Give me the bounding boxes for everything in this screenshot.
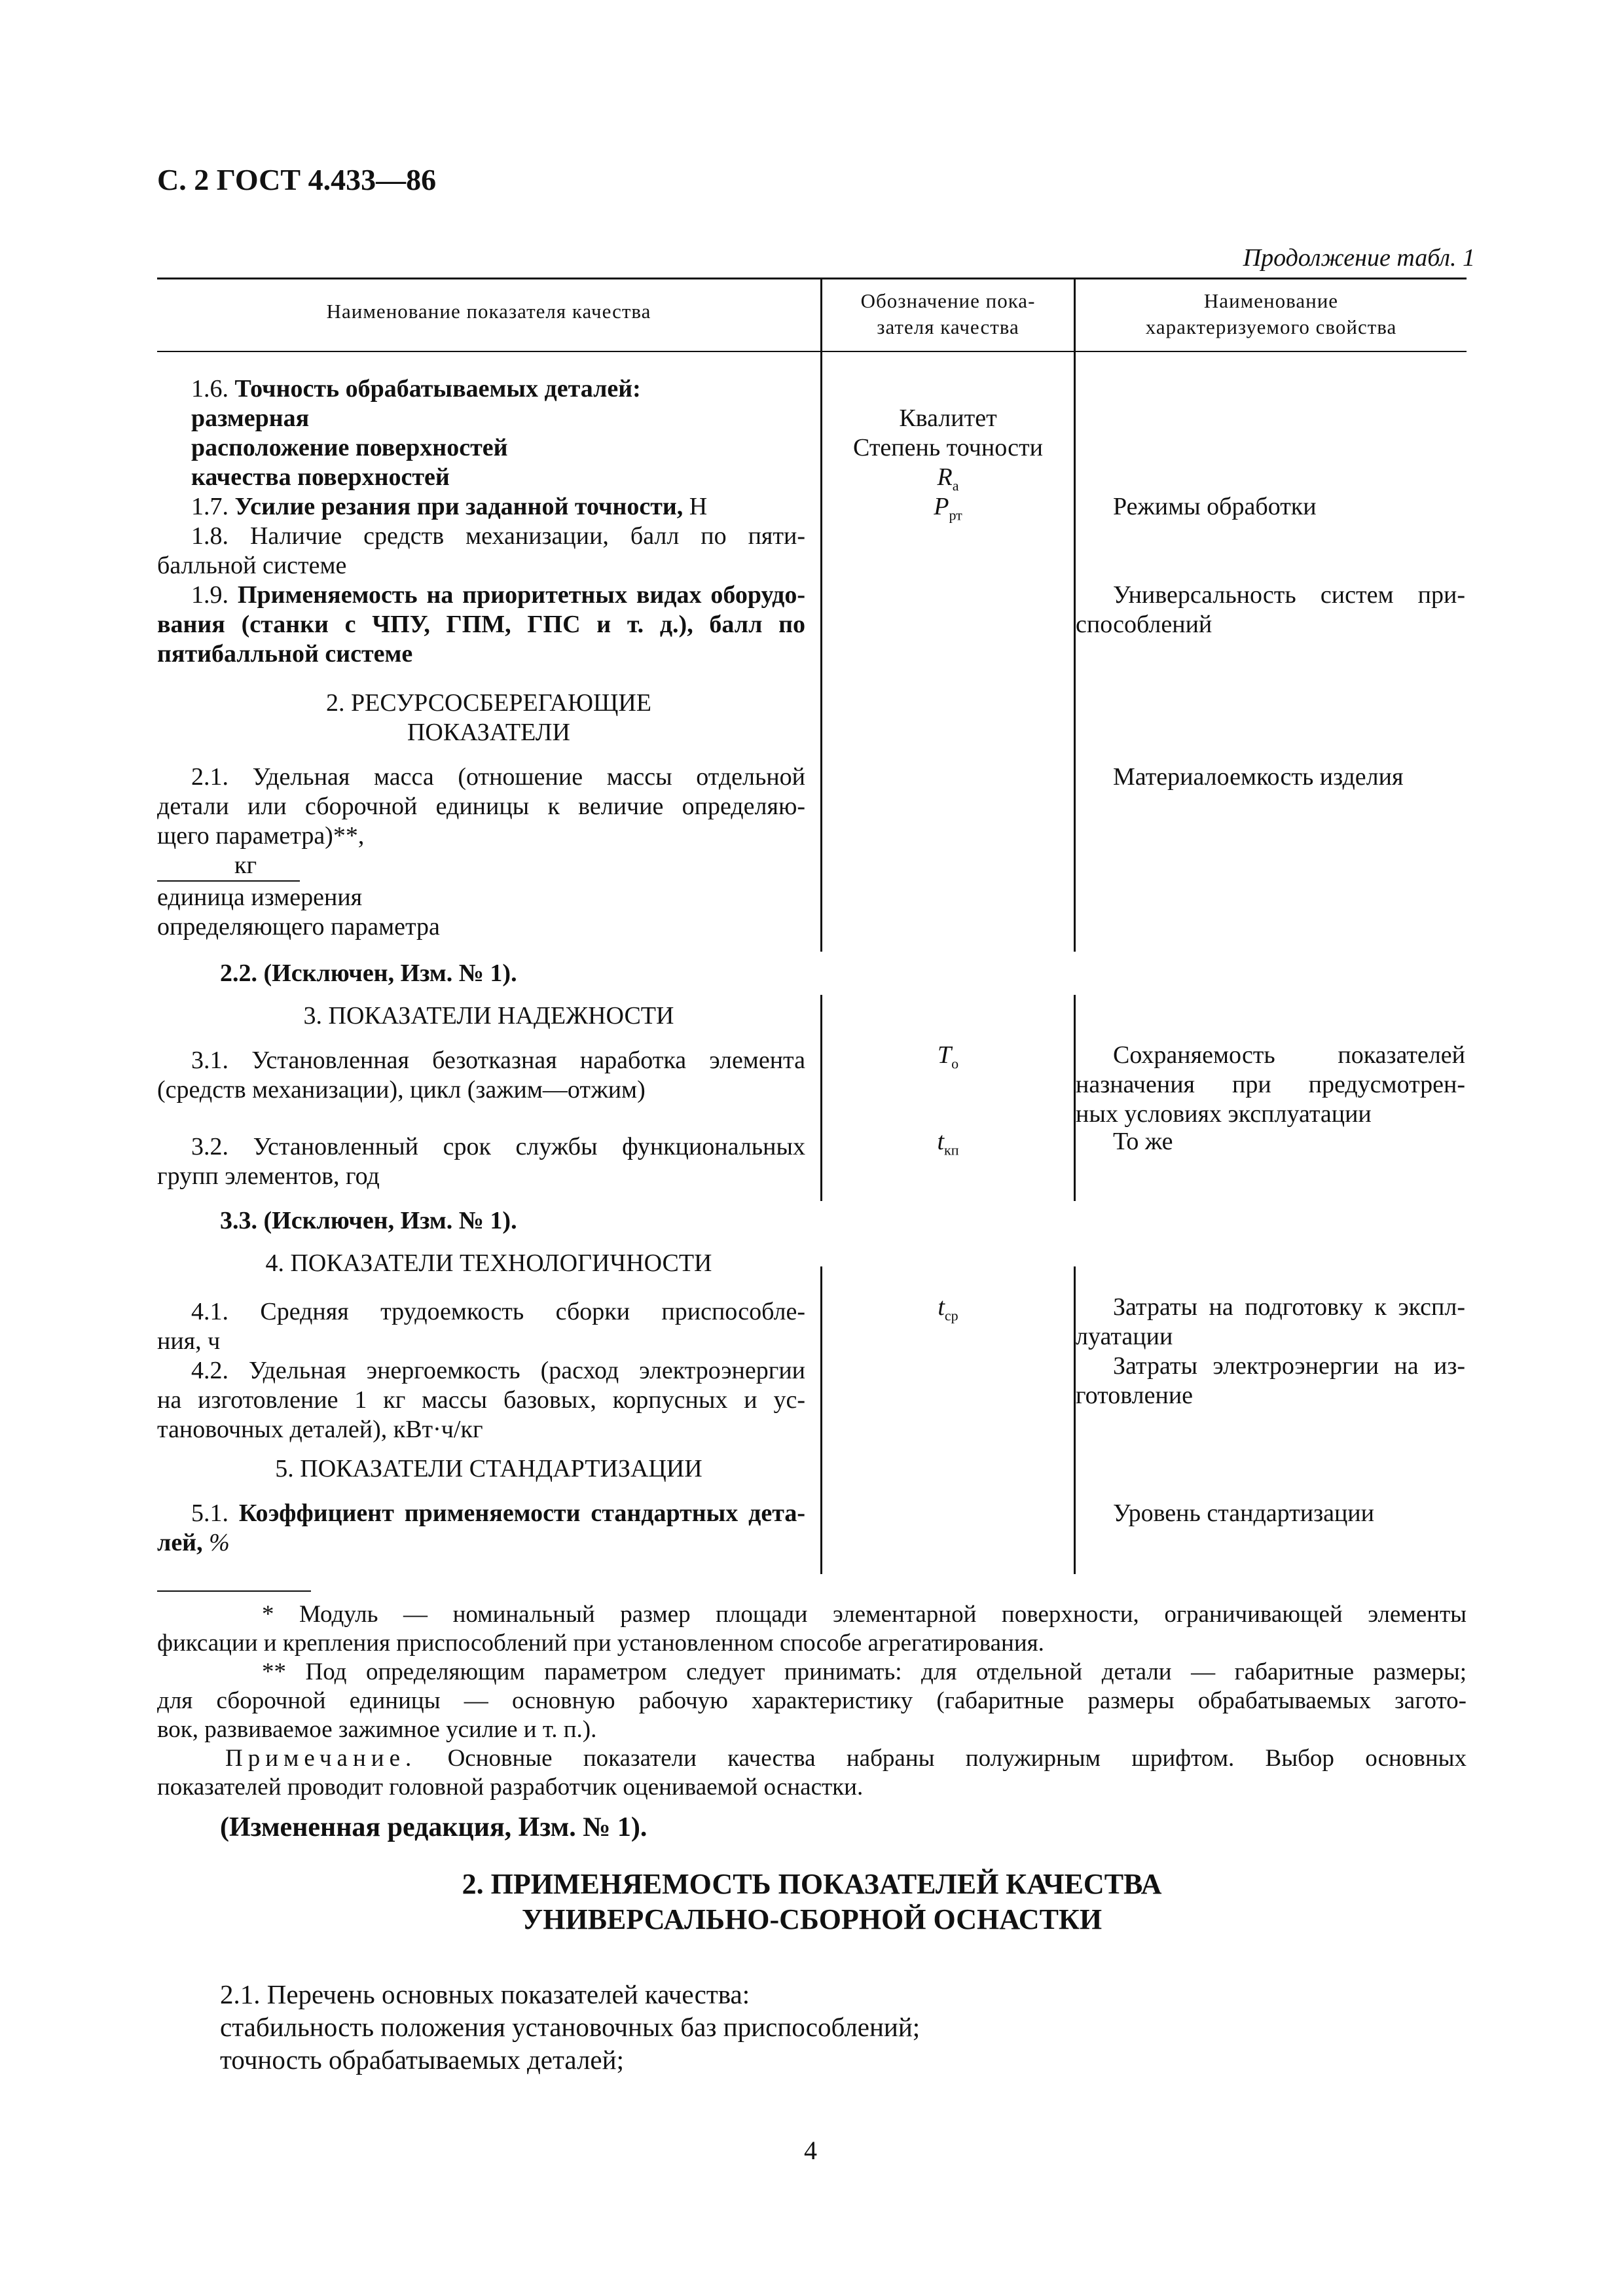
- section-2-para2: стабильность положения установочных баз приспособлений;: [220, 2012, 921, 2042]
- row-3-2-line1: 3.2. Установленный срок службы функциональных: [191, 1133, 805, 1160]
- row-3-1-line1: 3.1. Установленная безотказная наработка элемента: [191, 1047, 805, 1074]
- row-4-1-prop-line1: Затраты на подготовку к экспл-: [1113, 1293, 1465, 1321]
- row-4-2-line3: тановочных деталей), кВт·ч/кг: [157, 1416, 483, 1443]
- note-label: Примечание.: [225, 1745, 417, 1772]
- row-4-1-property: [1076, 1293, 1465, 1352]
- section-4-heading: 4. ПОКАЗАТЕЛИ ТЕХНОЛОГИЧНОСТИ: [265, 1249, 712, 1277]
- row-3-2: [157, 1132, 805, 1191]
- row-1-6-title: Точность обрабатываемых деталей:: [234, 375, 641, 403]
- row-1-7: [191, 492, 707, 522]
- row-1-6-sub2: расположение поверхностей: [191, 434, 508, 461]
- section-2-body: [220, 1978, 920, 2076]
- note-line2: показателей проводит головной разработчик оцениваемой оснастки.: [157, 1774, 864, 1801]
- table-col-divider-1: [820, 278, 822, 952]
- row-5-1: [157, 1499, 805, 1558]
- row-4-1-line1: 4.1. Средняя трудоемкость сборки приспособле-: [191, 1298, 805, 1325]
- section-2-para1: 2.1. Перечень основных показателей качества:: [220, 1979, 750, 2009]
- row-3-1: [157, 1046, 805, 1105]
- row-2-1: [157, 762, 805, 942]
- page-header: С. 2 ГОСТ 4.433—86: [157, 163, 437, 196]
- symbol-tsr: $t_{ср}$: [938, 1293, 958, 1324]
- row-4-2-property: [1076, 1352, 1465, 1410]
- page-number: 4: [804, 2136, 817, 2165]
- row-3-2-line2: групп элементов, год: [157, 1162, 380, 1190]
- row-1-9: [157, 581, 805, 669]
- row-4-2-prop-line1: Затраты электроэнергии на из-: [1113, 1352, 1465, 1380]
- row-1-7-property: Режимы обработки: [1113, 493, 1317, 520]
- row-2-1-denominator1: единица измерения: [157, 884, 363, 911]
- footnote-2-line2: для сборочной единицы — основную рабочую характеристику (габаритные размеры обрабатываемых загото-: [157, 1687, 1467, 1714]
- symbol-to: $T_о$: [937, 1041, 959, 1072]
- symbol-prt: $P_{рт}$: [934, 493, 962, 524]
- section-2-para3: точность обрабатываемых деталей;: [220, 2045, 624, 2075]
- row-3-1-prop-line3: ных условиях эксплуатации: [1076, 1100, 1372, 1128]
- section-2-line2: ПОКАЗАТЕЛИ: [407, 719, 570, 746]
- row-3-1-property: [1076, 1041, 1465, 1129]
- note-line1: Основные показатели качества набраны полужирным шрифтом. Выбор основных: [447, 1745, 1467, 1772]
- row-1-6-symbols: [822, 404, 1074, 501]
- row-4-2-prop-line2: готовление: [1076, 1382, 1194, 1409]
- header-symbol-line1: Обозначение пока-: [860, 289, 1036, 312]
- row-5-1-line1: Коэффициент применяемости стандартных дета-: [238, 1499, 806, 1527]
- row-5-1-line2: лей,: [157, 1529, 203, 1556]
- symbol-ra: $R_a$: [937, 463, 959, 494]
- row-2-2: 2.2. (Исключен, Изм. № 1).: [220, 960, 517, 987]
- row-4-1: [157, 1297, 805, 1356]
- row-5-1-num: 5.1.: [191, 1499, 228, 1527]
- row-3-1-prop-line2: назначения при предусмотрен-: [1076, 1071, 1465, 1098]
- table-col-divider-1b: [820, 995, 822, 1201]
- row-1-6-num: 1.6.: [191, 375, 228, 403]
- row-1-9-line1: Применяемость на приоритетных видах оборудо-: [237, 581, 806, 609]
- row-2-1-line3: щего параметра)**,: [157, 822, 365, 850]
- row-1-8-line1: 1.8. Наличие средств механизации, балл по пяти-: [191, 522, 805, 550]
- row-1-8-line2: балльной системе: [157, 552, 347, 579]
- footnote-1-line2: фиксации и крепления приспособлений при установленном способе агрегатирования.: [157, 1630, 1044, 1657]
- row-1-9-prop-line2: способлений: [1076, 611, 1213, 638]
- row-1-9-line2: вания (станки с ЧПУ, ГПМ, ГПС и т. д.), балл по: [157, 611, 805, 638]
- table-header-rule: [157, 351, 1467, 352]
- row-4-2-line1: 4.2. Удельная энергоемкость (расход электроэнергии: [191, 1357, 805, 1384]
- row-4-1-line2: ния, ч: [157, 1327, 221, 1355]
- section-3-heading: 3. ПОКАЗАТЕЛИ НАДЕЖНОСТИ: [303, 1002, 674, 1030]
- row-1-9-prop-line1: Универсальность систем при-: [1113, 581, 1465, 609]
- revision-note: (Измененная редакция, Изм. № 1).: [220, 1812, 647, 1842]
- row-3-3: 3.3. (Исключен, Изм. № 1).: [220, 1207, 517, 1234]
- row-2-1-line1: 2.1. Удельная масса (отношение массы отдельной: [191, 763, 805, 791]
- footnote-1-line1: * Модуль — номинальный размер площади элементарной поверхности, ограничивающей элементы: [262, 1601, 1467, 1628]
- section-5-heading: 5. ПОКАЗАТЕЛИ СТАНДАРТИЗАЦИИ: [275, 1455, 702, 1482]
- row-4-2-line2: на изготовление 1 кг массы базовых, корпусных и ус-: [157, 1386, 805, 1414]
- row-1-7-unit: Н: [689, 493, 708, 520]
- symbol-accuracy-degree: Степень точности: [852, 434, 1043, 461]
- row-1-7-num: 1.7.: [191, 493, 228, 520]
- symbol-tkp: $t_{кп}$: [937, 1128, 959, 1158]
- section-2-title-line1: 2. ПРИМЕНЯЕМОСТЬ ПОКАЗАТЕЛЕЙ КАЧЕСТВА: [462, 1868, 1162, 1900]
- row-1-6-sub1: размерная: [191, 404, 310, 432]
- section-2-title: [157, 1867, 1467, 1937]
- row-2-1-denominator2: определяющего параметра: [157, 913, 440, 941]
- symbol-kvalitet: Квалитет: [899, 404, 997, 432]
- row-3-1-line2: (средств механизации), цикл (зажим—отжим): [157, 1076, 646, 1103]
- row-1-9-property: [1076, 581, 1465, 639]
- row-2-1-numerator: кг: [234, 852, 257, 879]
- footnotes: [157, 1600, 1467, 1802]
- row-1-6-sub3: качества поверхностей: [191, 463, 450, 491]
- section-2-line1: 2. РЕСУРСОСБЕРЕГАЮЩИЕ: [326, 689, 651, 717]
- table-top-rule: [157, 278, 1467, 279]
- row-1-8: [157, 522, 805, 581]
- row-1-7-title: Усилие резания при заданной точности,: [234, 493, 684, 520]
- row-4-1-prop-line2: луатации: [1076, 1323, 1173, 1350]
- row-1-9-num: 1.9.: [191, 581, 228, 609]
- row-5-1-property: Уровень стандартизации: [1113, 1499, 1374, 1527]
- row-2-1-property: Материалоемкость изделия: [1113, 763, 1404, 791]
- footnote-rule: [157, 1590, 311, 1592]
- header-indicator-name: Наименование показателя качества: [326, 300, 651, 323]
- row-4-2: [157, 1356, 805, 1444]
- fraction-bar: [157, 880, 300, 882]
- row-1-6: [157, 374, 641, 492]
- row-3-1-prop-line1: Сохраняемость показателей: [1113, 1041, 1465, 1069]
- table-continuation-label: Продолжение табл. 1: [1243, 244, 1475, 272]
- header-property-line1: Наименование: [1203, 289, 1339, 312]
- section-2-title-line2: УНИВЕРСАЛЬНО-СБОРНОЙ ОСНАСТКИ: [521, 1903, 1103, 1935]
- row-1-9-line3: пятибалльной системе: [157, 640, 413, 668]
- row-5-1-unit: %: [209, 1529, 230, 1556]
- footnote-2-line3: вок, развиваемое зажимное усилие и т. п.).: [157, 1716, 597, 1743]
- header-indicator-symbol: [822, 288, 1074, 340]
- header-property: [1076, 288, 1467, 340]
- row-2-1-line2: детали или сборочной единицы к величие определяю-: [157, 793, 805, 820]
- section-2-heading: [157, 689, 820, 747]
- footnote-2-line1: ** Под определяющим параметром следует принимать: для отдельной детали — габаритные размеры;: [262, 1659, 1467, 1685]
- header-symbol-line2: зателя качества: [877, 315, 1019, 338]
- row-3-2-property: То же: [1113, 1128, 1173, 1155]
- header-property-line2: характеризуемого свойства: [1145, 315, 1397, 338]
